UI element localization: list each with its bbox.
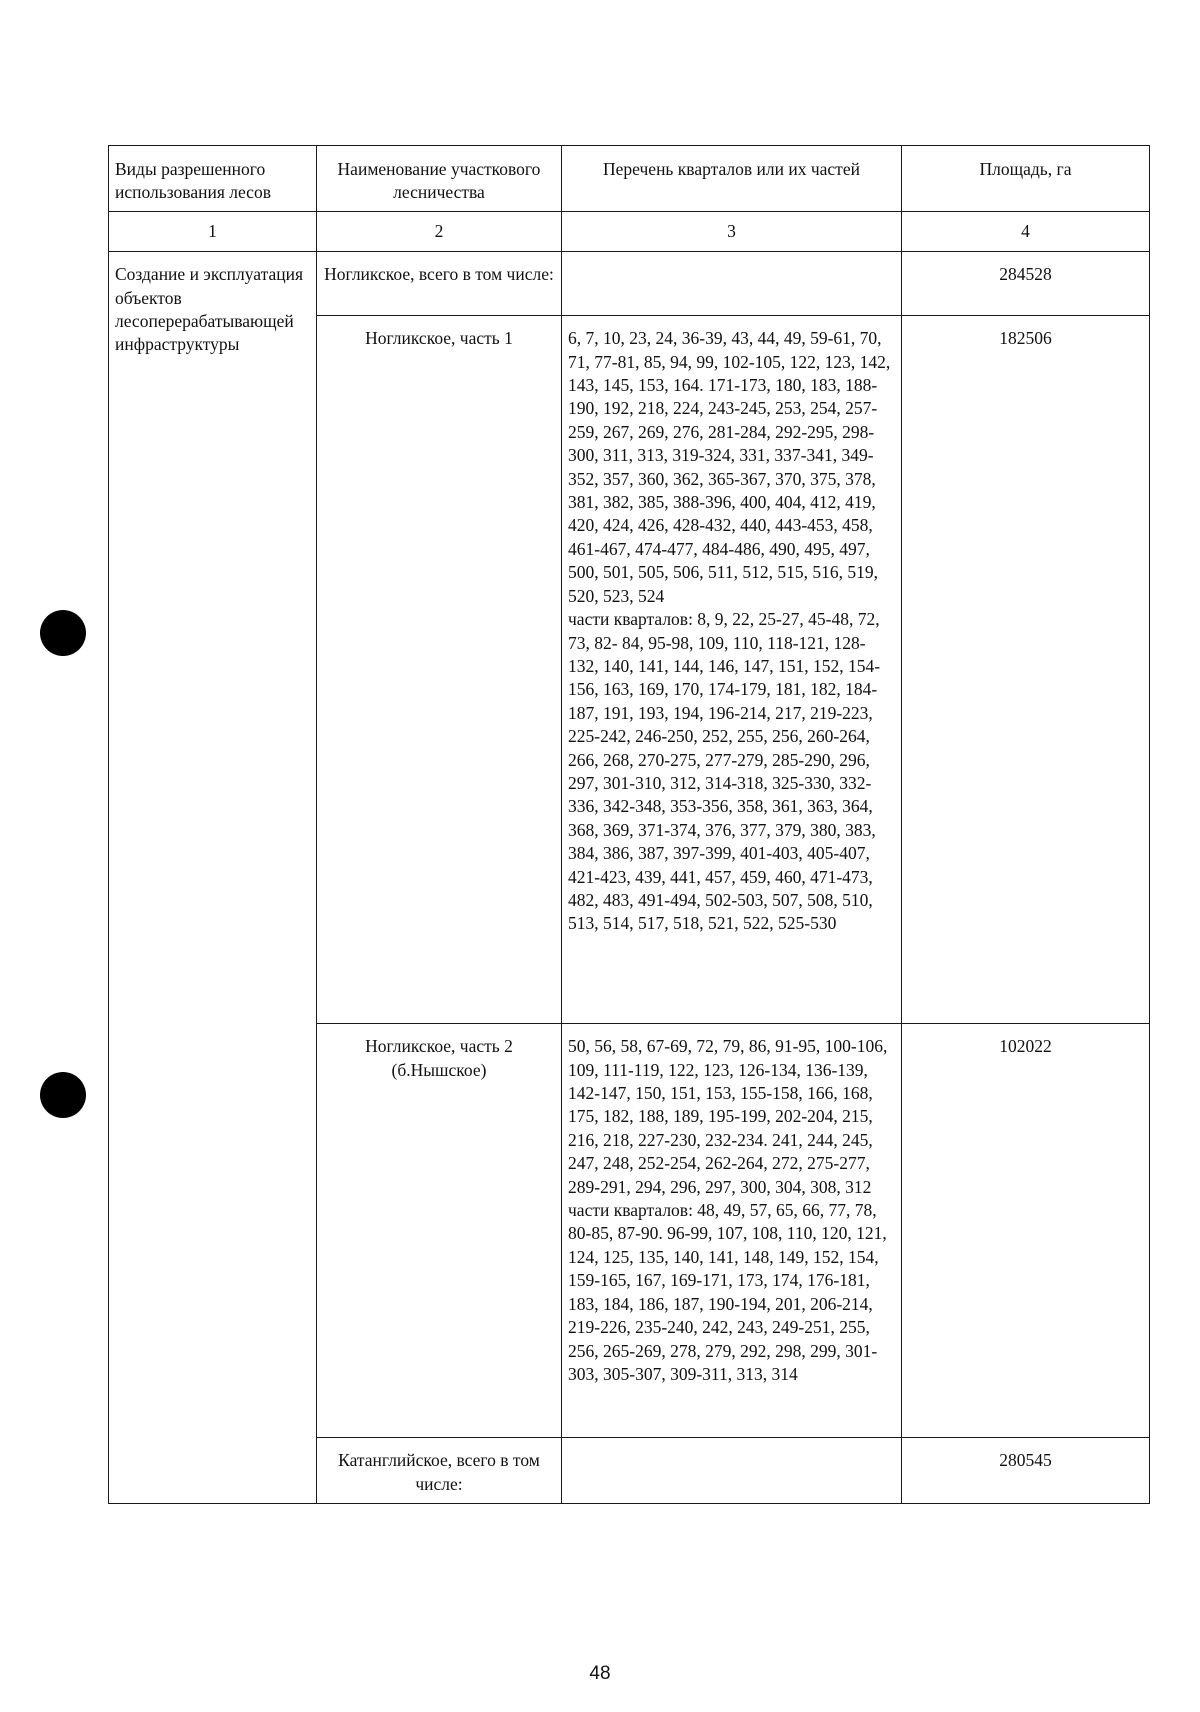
quarters-list: [562, 1438, 902, 1504]
quarters-list: [562, 252, 902, 316]
forestry-name: Ногликское, часть 1: [317, 316, 562, 1024]
column-number-1: 1: [109, 211, 317, 251]
column-number-4: 4: [902, 211, 1150, 251]
use-type-cell: Создание и эксплуатация объектов лесоперерабатывающей инфраструктуры: [109, 252, 317, 1504]
table-row: [109, 252, 1150, 316]
column-number-row: [109, 211, 1150, 251]
header-quarters: Перечень кварталов или их частей: [562, 146, 902, 212]
header-row: [109, 146, 1150, 212]
area-value: 102022: [902, 1024, 1150, 1438]
area-value: 284528: [902, 252, 1150, 316]
column-number-2: 2: [317, 211, 562, 251]
header-area: Площадь, га: [902, 146, 1150, 212]
forestry-name: Ногликское, часть 2 (б.Нышское): [317, 1024, 562, 1438]
area-value: 182506: [902, 316, 1150, 1024]
area-value: 280545: [902, 1438, 1150, 1504]
page-number: 48: [589, 1663, 611, 1684]
forest-use-table: [108, 145, 1150, 1504]
forestry-name: Ногликское, всего в том числе:: [317, 252, 562, 316]
column-number-3: 3: [562, 211, 902, 251]
header-forestry: Наименование участкового лесничества: [317, 146, 562, 212]
punch-hole-bottom: [40, 1072, 86, 1118]
quarters-list: 6, 7, 10, 23, 24, 36-39, 43, 44, 49, 59-61, 70, 71, 77-81, 85, 94, 99, 102-105, 122, 123, 142, 143, 145, 153, 164. 171-173, 180, 183, 188-190, 192, 218, 224, 243-245, 253, 254, 257-259, 267, 269, 276, 281-284, 292-295, 298-300, 311, 313, 319-324, 331, 337-341, 349-352, 357, 360, 362, 365-367, 370, 375, 378, 381, 382, 385, 388-396, 400, 404, 412, 419, 420, 424, 426, 428-432, 440, 443-453, 458, 461-467, 474-477, 484-486, 490, 495, 497, 500, 501, 505, 506, 511, 512, 515, 516, 519, 520, 523, 524 части кварталов: 8, 9, 22, 25-27, 45-48, 72, 73, 82- 84, 95-98, 109, 110, 118-121, 128-132, 140, 141, 144, 146, 147, 151, 152, 154-156, 163, 169, 170, 174-179, 181, 182, 184-187, 191, 193, 194, 196-214, 217, 219-223, 225-242, 246-250, 252, 255, 256, 260-264, 266, 268, 270-275, 277-279, 285-290, 296, 297, 301-310, 312, 314-318, 325-330, 332-336, 342-348, 353-356, 358, 361, 363, 364, 368, 369, 371-374, 376, 377, 379, 380, 383, 384, 386, 387, 397-399, 401-403, 405-407, 421-423, 439, 441, 457, 459, 460, 471-473, 482, 483, 491-494, 502-503, 507, 508, 510, 513, 514, 517, 518, 521, 522, 525-530: [562, 316, 902, 1024]
header-use-type: Виды разрешенного использования лесов: [109, 146, 317, 212]
forestry-name: Катанглийское, всего в том числе:: [317, 1438, 562, 1504]
forest-use-table-container: [108, 145, 1097, 1504]
quarters-list: 50, 56, 58, 67-69, 72, 79, 86, 91-95, 100-106, 109, 111-119, 122, 123, 126-134, 136-139, 142-147, 150, 151, 153, 155-158, 166, 168, 175, 182, 188, 189, 195-199, 202-204, 215, 216, 218, 227-230, 232-234. 241, 244, 245, 247, 248, 252-254, 262-264, 272, 275-277, 289-291, 294, 296, 297, 300, 304, 308, 312 части кварталов: 48, 49, 57, 65, 66, 77, 78, 80-85, 87-90. 96-99, 107, 108, 110, 120, 121, 124, 125, 135, 140, 141, 148, 149, 152, 154, 159-165, 167, 169-171, 173, 174, 176-181, 183, 184, 186, 187, 190-194, 201, 206-214, 219-226, 235-240, 242, 243, 249-251, 255, 256, 265-269, 278, 279, 292, 298, 299, 301-303, 305-307, 309-311, 313, 314: [562, 1024, 902, 1438]
punch-hole-top: [40, 610, 86, 656]
